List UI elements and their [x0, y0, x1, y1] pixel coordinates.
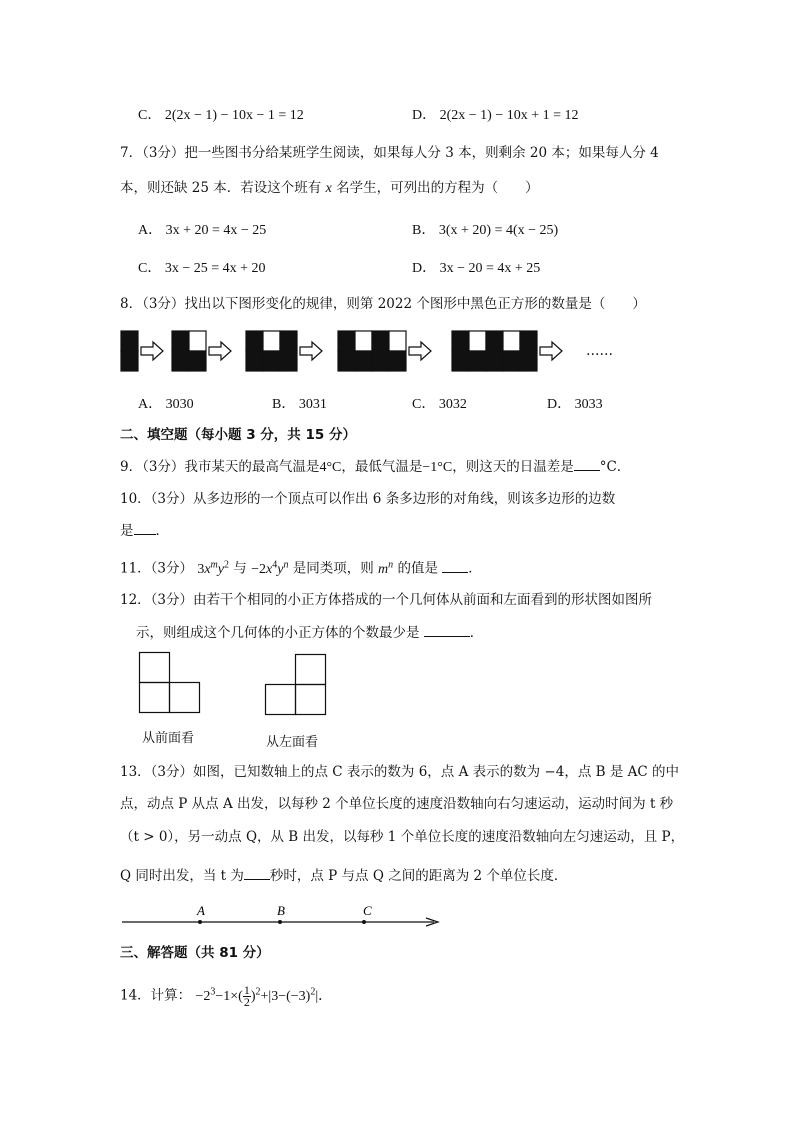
- q7-stem-line2: [120, 178, 539, 199]
- q11-answer-blank[interactable]: [442, 558, 468, 573]
- q7-stem-part: 名学生，可列出的方程为（ ）: [336, 180, 539, 196]
- q6-option-c[interactable]: [138, 106, 304, 126]
- q8-stem: 8．（3分）找出以下图形变化的规律，则第 2022 个图形中黑色正方形的数量是（ ）: [120, 296, 646, 312]
- option-value: 3031: [298, 397, 327, 412]
- exponent: 2: [310, 986, 316, 997]
- option-letter: D．: [412, 261, 437, 276]
- q7-stem-part: 本，则还缺 25 本．若设这个班有: [120, 180, 322, 196]
- q13-stem-line2: 点，动点 P 从点 A 出发，以每秒 2 个单位长度的速度沿数轴向右匀速运动，运动时间为 t 秒: [120, 796, 674, 812]
- q12-answer-blank[interactable]: [424, 622, 470, 637]
- option-value: 3033: [574, 397, 603, 412]
- option-letter: A．: [138, 397, 163, 412]
- q8-option-a[interactable]: [138, 395, 194, 415]
- q11-stem: [120, 555, 482, 580]
- q8-pattern-figure: [120, 330, 620, 374]
- expr-part: +|3−(−3): [260, 988, 311, 1004]
- section-heading-solve: 三、解答题（共 81 分）: [120, 945, 270, 961]
- q12-text: 示，则组成这个几何体的小正方体的个数最少是: [136, 625, 420, 641]
- pattern-figure-3: [246, 331, 297, 371]
- label-b: B: [277, 903, 285, 918]
- fraction-denominator: 2: [243, 994, 250, 1009]
- q10-stem-line1: 10．（3分）从多边形的一个顶点可以作出 6 条多边形的对角线，则该多边形的边数: [120, 491, 616, 507]
- q13-answer-blank[interactable]: [244, 865, 270, 880]
- option-value: 3030: [165, 397, 194, 412]
- q10-stem-line2: [120, 520, 169, 541]
- exponent: 2: [255, 986, 261, 997]
- fraction-one-half: [243, 982, 251, 1009]
- q7-option-a[interactable]: [138, 221, 266, 241]
- exponent: 3: [210, 986, 216, 997]
- option-letter: C．: [138, 108, 162, 123]
- arrow-icon: [209, 342, 231, 360]
- section-heading-fill-in: 二、填空题（每小题 3 分，共 15 分）: [120, 427, 356, 443]
- q13-stem-line3: （t > 0），另一动点 Q，从 B 出发，以每秒 1 个单位长度的速度沿数轴向左匀速运动，且 P，: [120, 829, 685, 845]
- q9-text: ，则这天的日温差是: [452, 459, 574, 475]
- option-value: 3032: [438, 397, 467, 412]
- q9-answer-blank[interactable]: [574, 456, 600, 471]
- q12-stem-line1: 12．（3分）由若干个相同的小正方体搭成的一个几何体从前面和左面看到的形状图如图所: [120, 592, 653, 608]
- q11-power: $m^n$: [378, 559, 394, 577]
- left-view-figure: [265, 654, 329, 718]
- q14-label: 14．计算：: [120, 987, 192, 1004]
- pattern-figure-1: [121, 331, 138, 371]
- caption-front-view: 从前面看: [142, 731, 195, 746]
- option-letter: C．: [412, 397, 436, 412]
- q13-stem-line4: [120, 865, 567, 886]
- q12-text: ．: [469, 625, 484, 641]
- q13-text: Q 同时出发，当 t 为: [120, 868, 244, 884]
- option-expression: 3x + 20 = 4x − 25: [165, 223, 267, 238]
- q8-option-c[interactable]: [412, 395, 467, 415]
- arrow-icon: [141, 342, 163, 360]
- q12-stem-line2: [136, 622, 483, 643]
- variable-x: x: [325, 181, 332, 196]
- expr-part: |．: [315, 988, 333, 1004]
- pattern-figure-2: [172, 331, 206, 371]
- q9-text: 9．（3分）我市某天的最高气温是: [120, 459, 320, 475]
- q6-option-d[interactable]: [412, 106, 579, 126]
- label-c: C: [363, 903, 372, 918]
- pattern-figure-4: [338, 331, 406, 371]
- q11-term2: $-2x^4y^n$: [251, 559, 289, 577]
- option-letter: A．: [138, 223, 163, 238]
- q10-text: ．: [155, 523, 169, 539]
- q11-text: 11．（3分）: [120, 560, 194, 577]
- q10-text: 是: [120, 523, 134, 539]
- q11-text: 是同类项，则: [292, 560, 374, 577]
- q7-stem-line1: 7．（3分）把一些图书分给某班学生阅读，如果每人分 3 本，则剩余 20 本；如果每人分 4: [120, 145, 659, 161]
- label-a: A: [197, 903, 205, 918]
- q8-option-b[interactable]: [272, 395, 327, 415]
- front-view-figure: [139, 652, 203, 716]
- q7-option-c[interactable]: [138, 259, 266, 279]
- option-letter: B．: [412, 223, 436, 238]
- q13-stem-line1: 13．（3分）如图，已知数轴上的点 C 表示的数为 6，点 A 表示的数为 −4，点 B 是 AC 的中: [120, 764, 679, 780]
- option-expression: 3(x + 20) = 4(x − 25): [438, 223, 559, 238]
- option-letter: D．: [547, 397, 572, 412]
- q13-text: 秒时，点 P 与点 Q 之间的距离为 2 个单位长度．: [269, 868, 568, 884]
- q9-unit: °C．: [599, 459, 631, 475]
- pattern-figure-5: [452, 331, 537, 371]
- q10-answer-blank[interactable]: [134, 520, 156, 535]
- option-expression: 3x − 25 = 4x + 20: [164, 261, 266, 276]
- expr-part: −2: [195, 988, 211, 1004]
- option-letter: D．: [412, 108, 437, 123]
- point-b: [278, 920, 282, 924]
- option-letter: C．: [138, 261, 162, 276]
- pattern-ellipsis: ……: [586, 343, 613, 359]
- q7-option-d[interactable]: [412, 259, 540, 279]
- q14-stem: [120, 978, 333, 1009]
- arrow-icon: [540, 342, 562, 360]
- fraction-numerator: 1: [243, 982, 250, 997]
- caption-left-view: 从左面看: [266, 735, 319, 750]
- option-expression: 3x − 20 = 4x + 25: [439, 261, 541, 276]
- q14-expression: [195, 982, 333, 1009]
- option-expression: 2(2x − 1) − 10x + 1 = 12: [439, 108, 579, 123]
- point-c: [362, 920, 366, 924]
- q7-option-b[interactable]: [412, 221, 558, 241]
- expr-part: ): [250, 988, 256, 1004]
- q11-term1: $3x^my^2$: [197, 559, 229, 577]
- number-line-figure: [120, 903, 450, 939]
- arrow-icon: [300, 342, 322, 360]
- point-a: [198, 920, 202, 924]
- q11-text: 与: [233, 560, 247, 577]
- q9-text: ，最低气温是: [341, 459, 423, 475]
- q11-text: ．: [468, 560, 482, 577]
- option-expression: 2(2x − 1) − 10x − 1 = 12: [164, 108, 304, 123]
- q11-text: 的值是: [397, 560, 438, 577]
- expr-part: −1×(: [215, 988, 243, 1004]
- arrow-icon: [409, 342, 431, 360]
- option-letter: B．: [272, 397, 296, 412]
- q9-low-temp: −1°C: [422, 460, 453, 475]
- q8-option-d[interactable]: [547, 395, 603, 415]
- q9-high-temp: 4°C: [319, 460, 342, 475]
- q9-stem: [120, 456, 630, 478]
